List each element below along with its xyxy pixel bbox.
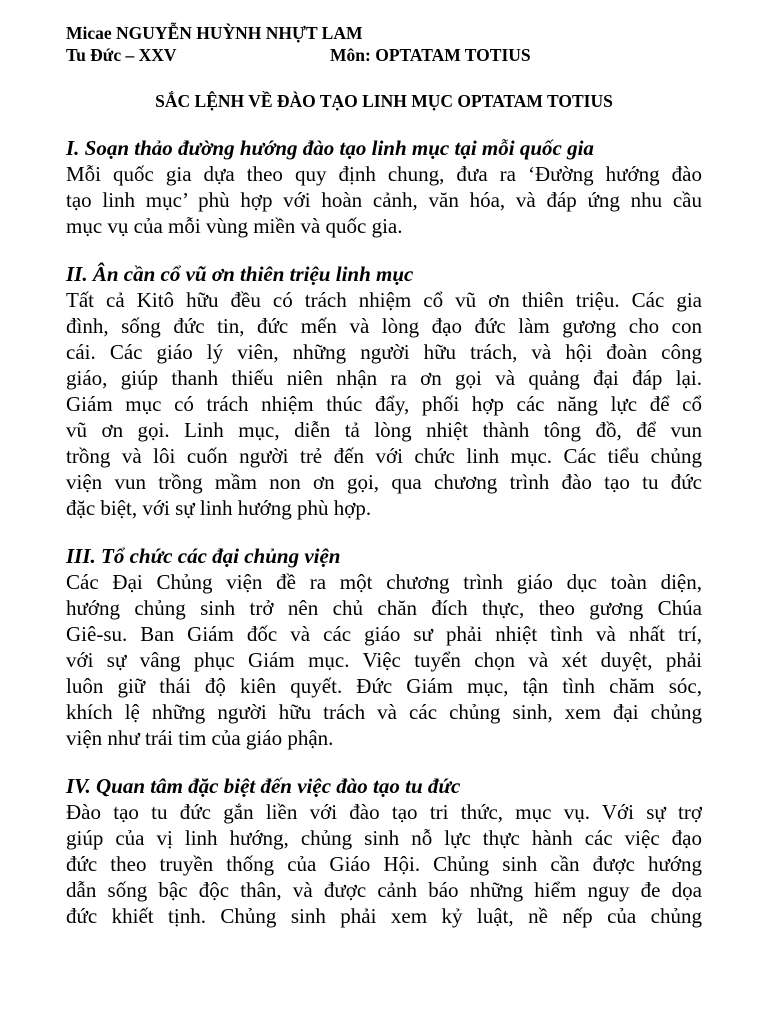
class-name: Tu Đức – XXV: [66, 45, 177, 65]
paragraph-line: viện vun trồng mầm non ơn gọi, qua chương trình đào tạo tu đức: [66, 470, 702, 494]
section: [66, 773, 702, 929]
paragraph-line: Đào tạo tu đức gắn liền với đào tạo tri thức, mục vụ. Với sự trợ: [66, 800, 702, 824]
paragraph-line: Giám mục có trách nhiệm thúc đẩy, phối hợp các năng lực để cổ: [66, 392, 702, 416]
paragraph-line: khích lệ những người hữu trách và các chủng sinh, xem đại chủng: [66, 700, 702, 724]
paragraph-line: với sự vâng phục Giám mục. Việc tuyển chọn và xét duyệt, phải: [66, 648, 702, 672]
paragraph-line: đức khiết tịnh. Chủng sinh phải xem kỷ luật, nề nếp của chủng: [66, 904, 702, 928]
header-class-line: [66, 44, 702, 66]
paragraph-line: vũ ơn gọi. Linh mục, diễn tả lòng nhiệt thành tông đồ, để vun: [66, 418, 702, 442]
paragraph-line: đức theo truyền thống của Giáo Hội. Chủng sinh cần được hướng: [66, 852, 702, 876]
author-name: Micae NGUYỄN HUỲNH NHỰT LAM: [66, 23, 363, 43]
document-page: [66, 22, 702, 929]
section: [66, 135, 702, 239]
section: [66, 543, 702, 751]
paragraph-line: luôn giữ thái độ kiên quyết. Đức Giám mục, tận tình chăm sóc,: [66, 674, 702, 698]
section-heading: IV. Quan tâm đặc biệt đến việc đào tạo tu đức: [66, 774, 461, 798]
paragraph-line: giáo, giúp thanh thiếu niên nhận ra ơn gọi và quảng đại đáp lại.: [66, 366, 702, 390]
document-title: SẮC LỆNH VỀ ĐÀO TẠO LINH MỤC OPTATAM TOTIUS: [155, 91, 613, 111]
paragraph-line: trồng và lôi cuốn người trẻ đến với chức linh mục. Các tiểu chủng: [66, 444, 702, 468]
paragraph-line: Các Đại Chủng viện đề ra một chương trình giáo dục toàn diện,: [66, 570, 702, 594]
section: [66, 261, 702, 521]
subject-name: Môn: OPTATAM TOTIUS: [330, 45, 531, 65]
paragraph-line: hướng chủng sinh trở nên chủ chăn đích thực, theo gương Chúa: [66, 596, 702, 620]
paragraph-line: tạo linh mục’ phù hợp với hoàn cảnh, văn hóa, và đáp ứng nhu cầu: [66, 188, 702, 212]
section-heading: I. Soạn thảo đường hướng đào tạo linh mục tại mỗi quốc gia: [66, 136, 594, 160]
paragraph-line: mục vụ của mỗi vùng miền và quốc gia.: [66, 214, 403, 238]
paragraph-line: đặc biệt, với sự linh hướng phù hợp.: [66, 496, 372, 520]
document-body: [66, 135, 702, 929]
paragraph-line: đình, sống đức tin, đức mến và lòng đạo đức làm gương cho con: [66, 314, 702, 338]
section-heading: II. Ân cần cổ vũ ơn thiên triệu linh mục: [66, 262, 414, 286]
paragraph-line: Giê-su. Ban Giám đốc và các giáo sư phải nhiệt tình và nhất trí,: [66, 622, 702, 646]
paragraph-line: dẫn sống bậc độc thân, và được cảnh báo những hiểm nguy đe dọa: [66, 878, 702, 902]
paragraph-line: giúp của vị linh hướng, chủng sinh nỗ lực thực hành các việc đạo: [66, 826, 702, 850]
section-heading: III. Tổ chức các đại chủng viện: [66, 544, 341, 568]
paragraph-line: Tất cả Kitô hữu đều có trách nhiệm cổ vũ ơn thiên triệu. Các gia: [66, 288, 702, 312]
paragraph-line: Mỗi quốc gia dựa theo quy định chung, đưa ra ‘Đường hướng đào: [66, 162, 702, 186]
paragraph-line: cái. Các giáo lý viên, những người hữu trách, và hội đoàn công: [66, 340, 702, 364]
paragraph-line: viện như trái tim của giáo phận.: [66, 726, 334, 750]
header-author-line: [66, 22, 702, 44]
